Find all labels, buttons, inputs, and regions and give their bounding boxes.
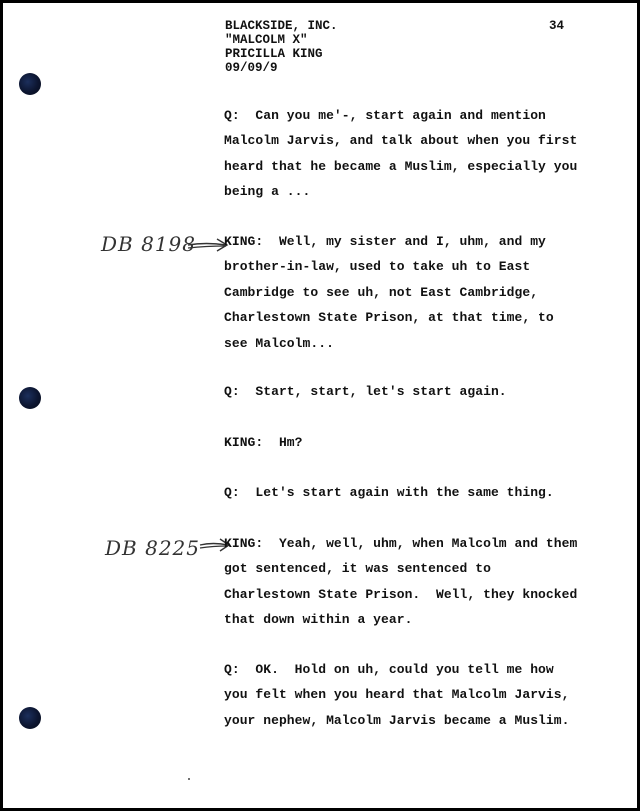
transcript-line: got sentenced, it was sentenced to [224,561,491,577]
transcript-line: being a ... [224,184,311,200]
transcript-line: KING: Well, my sister and I, uhm, and my [224,234,546,249]
transcript-question-1 [224,103,577,205]
transcript-line: see Malcolm... [224,335,334,351]
header-title: "MALCOLM X" [225,33,308,47]
transcript-line: your nephew, Malcolm Jarvis became a Muslim. [224,712,570,728]
header-company: BLACKSIDE, INC. [225,19,338,33]
transcript-question-4 [224,657,569,733]
binder-hole-middle [19,387,41,409]
transcript-line: Q: Let's start again with the same thing. [224,485,554,500]
transcript-line: Charlestown State Prison. Well, they knocked [224,586,578,602]
scan-speck [188,778,190,780]
transcript-answer-1 [224,229,554,356]
transcript-line: heard that he became a Muslim, especially you [224,158,578,174]
transcript-line: Cambridge to see uh, not East Cambridge, [224,284,539,300]
document-header [225,19,338,75]
header-interviewee: PRICILLA KING [225,47,323,61]
header-date: 09/09/9 [225,61,278,75]
handwritten-note-db-8225: DB 8225 [105,536,200,560]
binder-hole-top [19,73,41,95]
transcript-question-2 [224,379,507,404]
page-number: 34 [549,19,565,33]
transcript-line: Q: Start, start, let's start again. [224,384,507,399]
transcript-line: that down within a year. [224,612,413,628]
transcript-line: brother-in-law, used to take uh to East [224,259,531,275]
transcript-answer-2 [224,430,303,455]
transcript-line: Charlestown State Prison, at that time, to [224,310,554,326]
transcript-question-3 [224,480,554,505]
transcript-line: KING: Hm? [224,435,303,450]
transcript-line: KING: Yeah, well, uhm, when Malcolm and them [224,536,578,551]
document-page [3,3,637,808]
transcript-line: you felt when you heard that Malcolm Jarvis, [224,687,570,703]
transcript-answer-3 [224,531,577,633]
transcript-line: Q: OK. Hold on uh, could you tell me how [224,662,554,677]
handwritten-note-db-8198: DB 8198 [101,232,196,256]
binder-hole-bottom [19,707,41,729]
transcript-line: Q: Can you me'-, start again and mention [224,108,546,123]
transcript-line: Malcolm Jarvis, and talk about when you first [224,133,578,149]
